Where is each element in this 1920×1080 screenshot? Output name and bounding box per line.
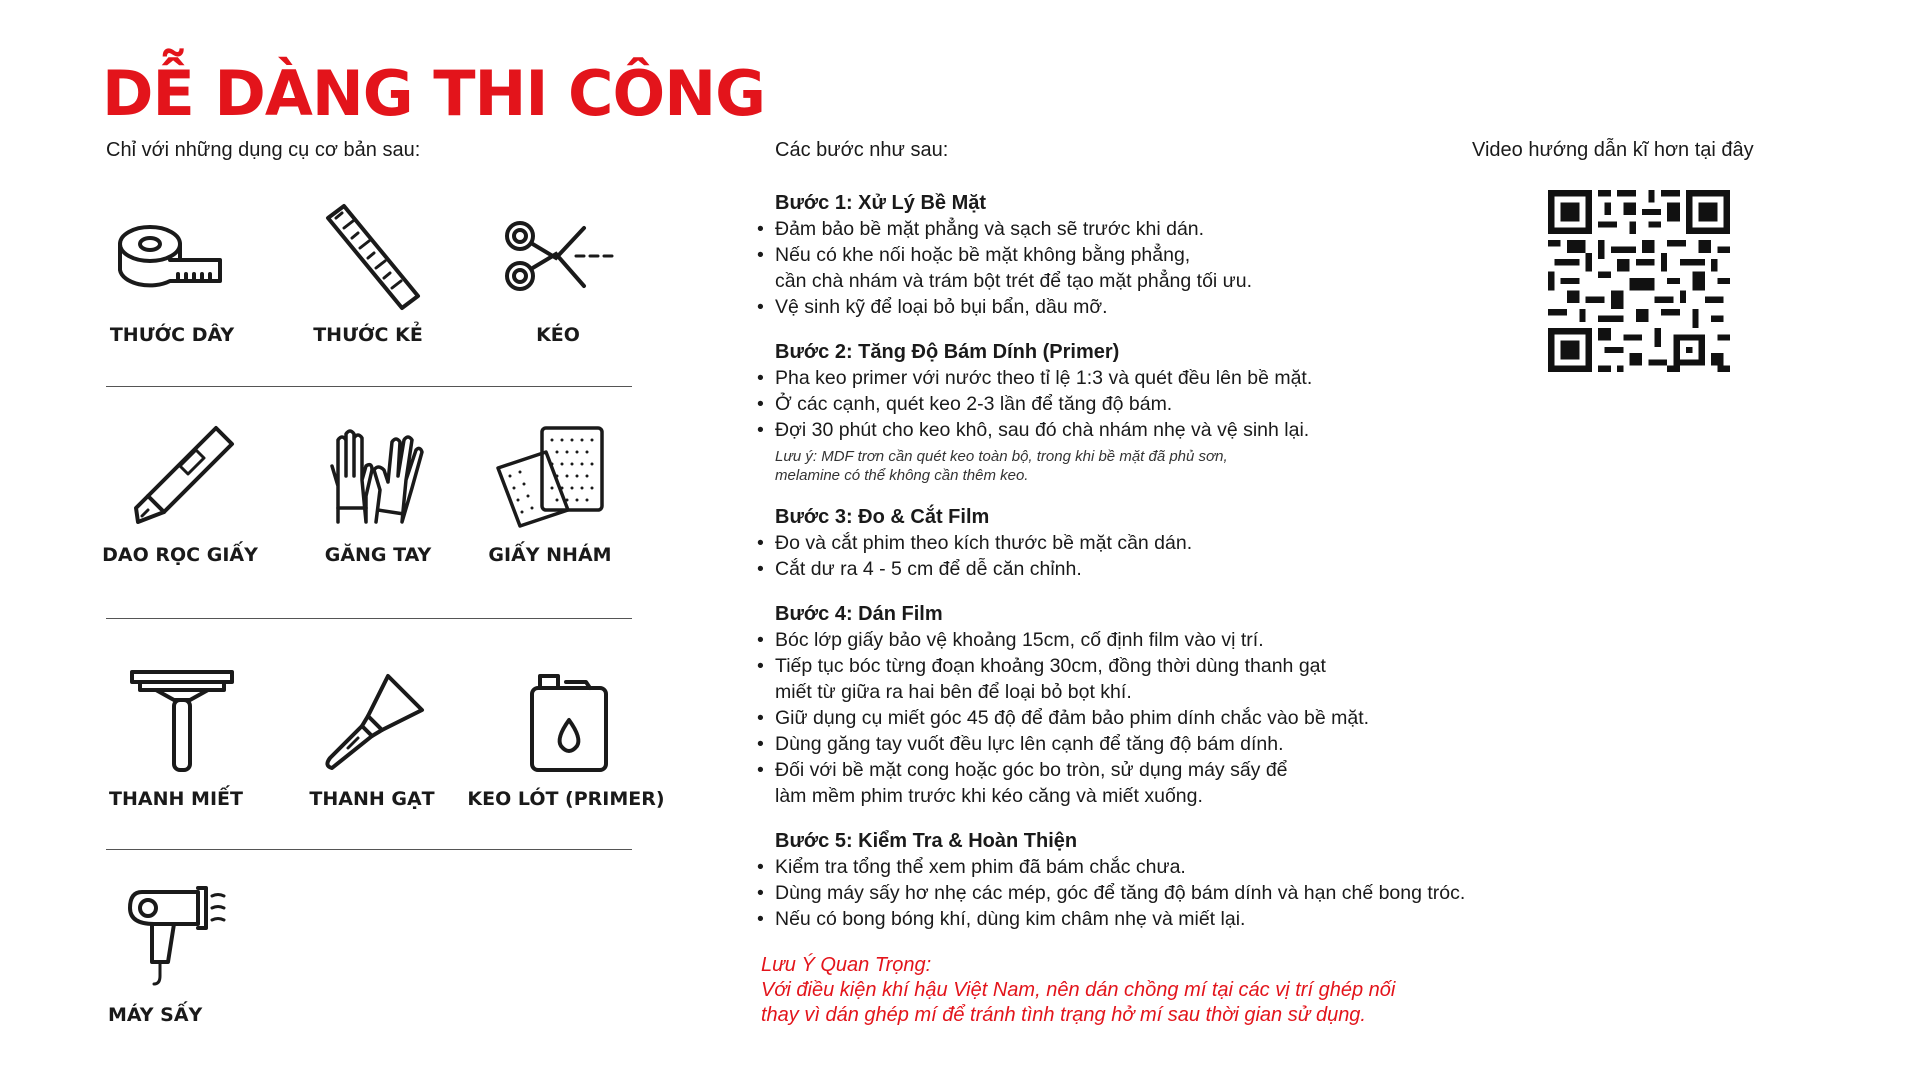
- scissors-icon: [498, 200, 618, 312]
- tool-label: KÉO: [536, 324, 580, 346]
- step-bullet: • Nếu có bong bóng khí, dùng kim châm nhẹ và miết lại.: [775, 906, 1635, 932]
- step-bullet: • Pha keo primer với nước theo tỉ lệ 1:3 và quét đều lên bề mặt.: [775, 365, 1635, 391]
- tool-tape-measure: [72, 200, 272, 346]
- tool-label: THANH GẠT: [309, 788, 435, 810]
- video-caption: Video hướng dẫn kĩ hơn tại đây: [1472, 139, 1754, 161]
- tool-scraper: [272, 664, 472, 810]
- divider: [106, 618, 632, 619]
- step-note: Lưu ý: MDF trơn cần quét keo toàn bộ, trong khi bề mặt đã phủ sơn, melamine có thể không cần thêm keo.: [775, 448, 1228, 484]
- step-bullet: • Giữ dụng cụ miết góc 45 độ để đảm bảo phim dính chắc vào bề mặt.: [775, 705, 1635, 731]
- tool-sandpaper: [450, 420, 650, 566]
- tool-primer: [466, 664, 666, 810]
- step-bullet: • Đảm bảo bề mặt phẳng và sạch sẽ trước khi dán.: [775, 216, 1635, 242]
- tool-ruler: [268, 200, 468, 346]
- hair-dryer-icon: [124, 880, 244, 992]
- sandpaper-icon: [490, 420, 610, 532]
- step-bullet: • Tiếp tục bóc từng đoạn khoảng 30cm, đồng thời dùng thanh gạt miết từ giữa ra hai bên để loại bỏ bọt khí.: [775, 653, 1635, 705]
- tool-label: GIẤY NHÁM: [488, 544, 612, 566]
- utility-knife-icon: [120, 420, 240, 532]
- divider: [106, 849, 632, 850]
- step-title: Bước 4: Dán Film: [775, 603, 943, 625]
- step-title: Bước 3: Đo & Cắt Film: [775, 506, 990, 528]
- tool-label: DAO RỌC GIẤY: [102, 544, 258, 566]
- ruler-icon: [308, 200, 428, 312]
- tool-label: GĂNG TAY: [324, 544, 432, 566]
- page-title: DỄ DÀNG THI CÔNG: [102, 57, 766, 130]
- scraper-icon: [312, 664, 432, 776]
- tool-squeegee: [76, 664, 276, 810]
- step-bullet: • Bóc lớp giấy bảo vệ khoảng 15cm, cố định film vào vị trí.: [775, 627, 1635, 653]
- steps-intro: Các bước như sau:: [775, 139, 949, 161]
- step-title: Bước 2: Tăng Độ Bám Dính (Primer): [775, 341, 1120, 363]
- tape-measure-icon: [112, 200, 232, 312]
- step-4: [775, 601, 1635, 809]
- tools-intro: Chỉ với những dụng cụ cơ bản sau:: [106, 139, 421, 161]
- tool-hair-dryer: [60, 880, 250, 1026]
- step-5: [775, 828, 1635, 932]
- step-bullet: • Dùng găng tay vuốt đều lực lên cạnh để tăng độ bám dính.: [775, 731, 1635, 757]
- step-title: Bước 5: Kiểm Tra & Hoàn Thiện: [775, 830, 1078, 852]
- important-heading: Lưu Ý Quan Trọng:: [761, 954, 932, 976]
- tool-utility-knife: [80, 420, 280, 566]
- tool-label: KEO LÓT (PRIMER): [467, 788, 665, 810]
- divider: [106, 386, 632, 387]
- important-note: Lưu Ý Quan Trọng: Với điều kiện khí hậu Việt Nam, nên dán chồng mí tại các vị trí ghép nối thay vì dán ghép mí để tránh tình trạng hở mí sau thời gian sử dụng.: [761, 954, 1396, 1026]
- tool-scissors: [458, 200, 658, 346]
- step-bullet: • Cắt dư ra 4 - 5 cm để dễ căn chỉnh.: [775, 556, 1635, 582]
- tool-gloves: [278, 420, 478, 566]
- tool-label: THANH MIẾT: [109, 788, 243, 810]
- tool-label: THƯỚC DÂY: [109, 324, 235, 346]
- tool-label: MÁY SẤY: [108, 1004, 203, 1026]
- step-bullet: • Kiểm tra tổng thể xem phim đã bám chắc chưa.: [775, 854, 1635, 880]
- step-1: [775, 190, 1635, 320]
- step-title: Bước 1: Xử Lý Bề Mặt: [775, 192, 987, 214]
- step-bullet: • Đối với bề mặt cong hoặc góc bo tròn, sử dụng máy sấy để làm mềm phim trước khi kéo căng và miết xuống.: [775, 757, 1635, 809]
- step-2: [775, 339, 1635, 485]
- squeegee-icon: [116, 664, 236, 776]
- step-bullet: • Đợi 30 phút cho keo khô, sau đó chà nhám nhẹ và vệ sinh lại.: [775, 417, 1635, 443]
- tool-label: THƯỚC KẺ: [313, 324, 423, 346]
- step-bullet: • Nếu có khe nối hoặc bề mặt không bằng phẳng, cần chà nhám và trám bột trét để tạo mặt phẳng tối ưu.: [775, 242, 1635, 294]
- step-bullet: • Dùng máy sấy hơ nhẹ các mép, góc để tăng độ bám dính và hạn chế bong tróc.: [775, 880, 1635, 906]
- step-bullet: • Đo và cắt phim theo kích thước bề mặt cần dán.: [775, 530, 1635, 556]
- step-3: [775, 504, 1635, 582]
- primer-can-icon: [506, 664, 626, 776]
- step-bullet: • Ở các cạnh, quét keo 2-3 lần để tăng độ bám.: [775, 391, 1635, 417]
- qr-code-icon[interactable]: [1548, 190, 1730, 372]
- gloves-icon: [318, 420, 438, 532]
- steps-list: [775, 190, 1635, 951]
- step-bullet: • Vệ sinh kỹ để loại bỏ bụi bẩn, dầu mỡ.: [775, 294, 1635, 320]
